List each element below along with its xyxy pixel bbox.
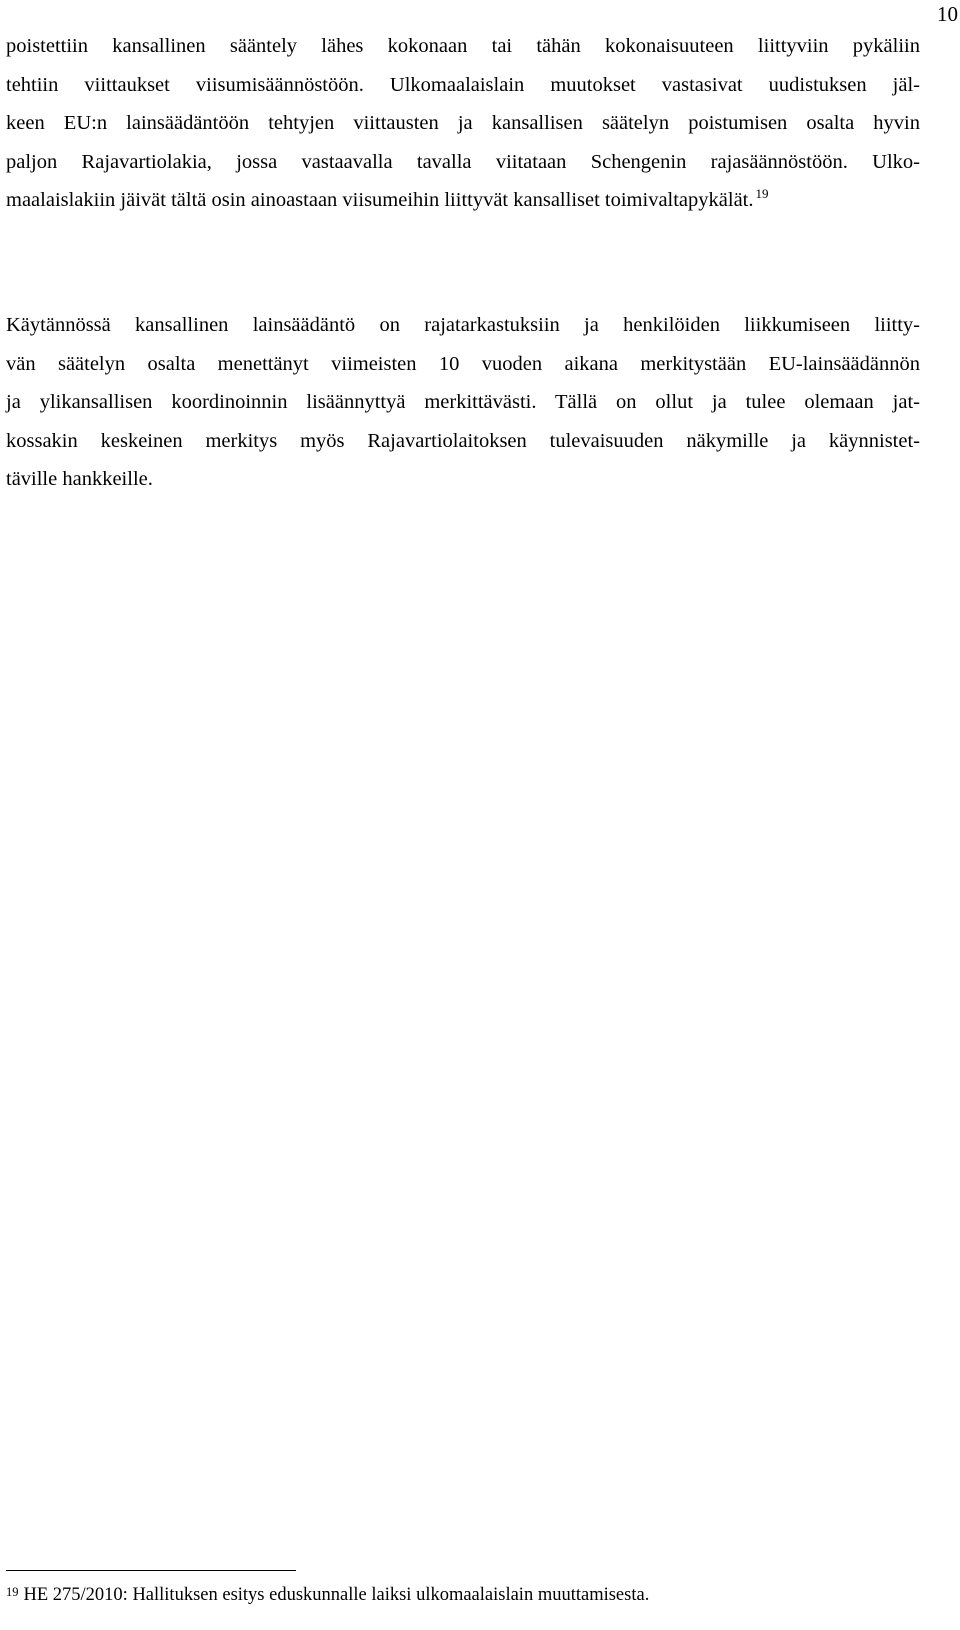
paragraph-2 [6,306,920,499]
page-number: 10 [937,2,958,26]
paragraph-line: poistettiin kansallinen sääntely lähes kokonaan tai tähän kokonaisuuteen liittyviin pykäliin [6,35,920,57]
paragraph-line: vän säätelyn osalta menettänyt viimeisten 10 vuoden aikana merkitystään EU-lainsäädännön [6,352,920,375]
paragraph-line-text: maalaislakiin jäivät tältä osin ainoastaan viisumeihin liittyvät kansalliset toimivaltapykälät. [6,189,754,212]
footnote-number: 19 [6,1585,19,1599]
paragraph-line: kossakin keskeinen merkitys myös Rajavartiolaitoksen tulevaisuuden näkymille ja käynnistet- [6,429,920,452]
paragraph-line: ja ylikansallisen koordinoinnin lisäännyttyä merkittävästi. Tällä on ollut ja tulee olemaan jat- [6,391,920,414]
paragraph-last-line [6,181,920,220]
footnote-reference[interactable]: 19 [755,186,769,202]
footnote-separator [6,1570,296,1571]
footnote [6,1582,649,1608]
paragraph-1 [6,27,920,220]
paragraph-line: tehtiin viittaukset viisumisäännöstöön. Ulkomaalaislain muutokset vastasivat uudistuksen jäl- [6,73,920,96]
paragraph-line: täville hankkeille. [6,468,153,491]
footnote-text: HE 275/2010: Hallituksen esitys eduskunnalle laiksi ulkomaalaislain muuttamisesta. [23,1585,650,1605]
paragraph-line: keen EU:n lainsäädäntöön tehtyjen viittausten ja kansallisen säätelyn poistumisen osalta hyvin [6,112,920,135]
paragraph-line: paljon Rajavartiolakia, jossa vastaavalla tavalla viitataan Schengenin rajasäännöstöön. Ulko- [6,150,920,173]
paragraph-line: Käytännössä kansallinen lainsäädäntö on rajatarkastuksiin ja henkilöiden liikkumiseen liitty- [6,314,920,336]
